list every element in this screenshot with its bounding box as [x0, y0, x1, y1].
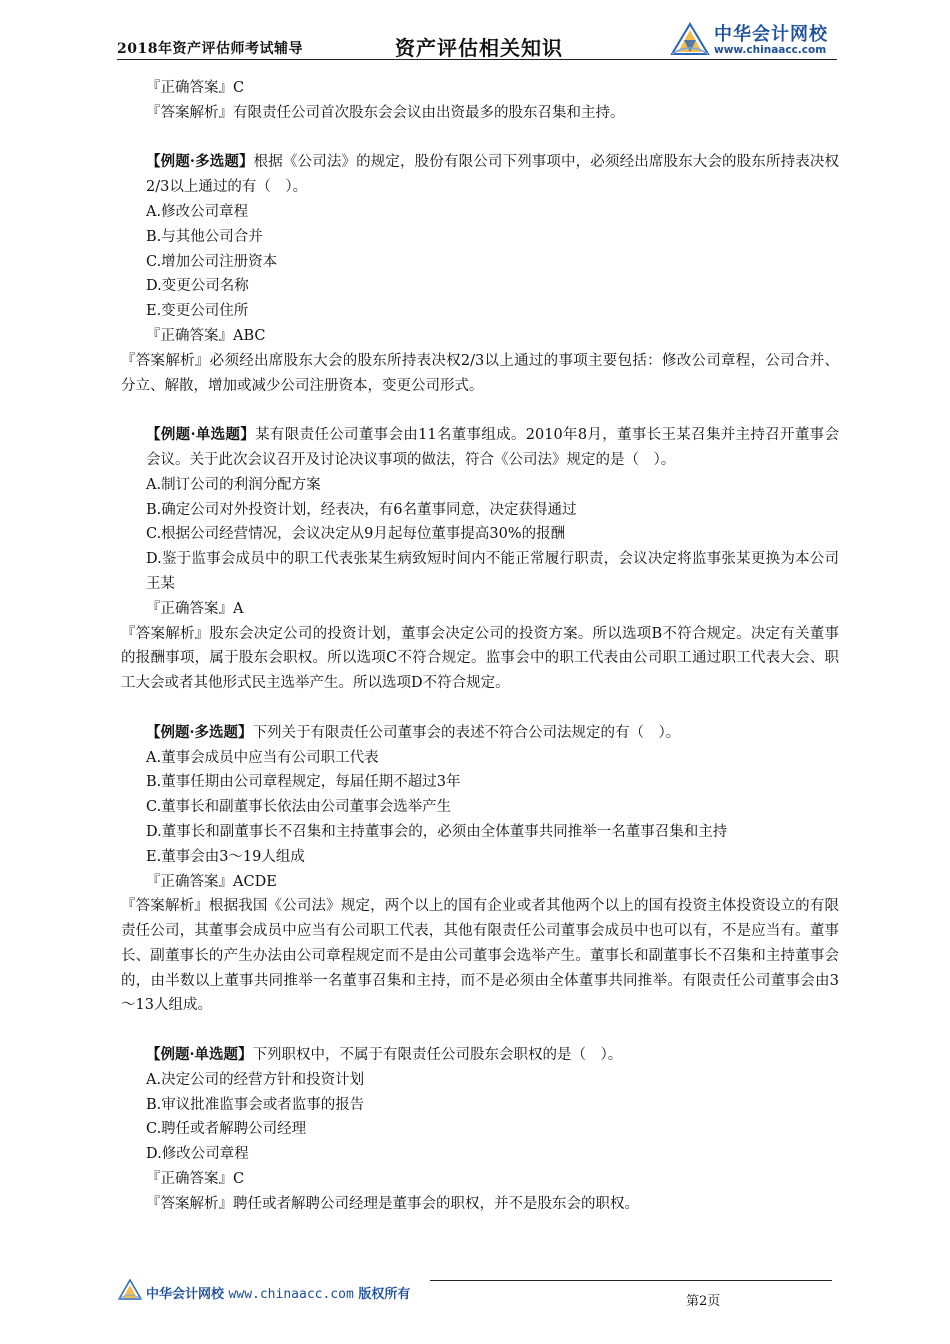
document-body [121, 76, 839, 1241]
question-label: 【例题·单选题】 [146, 1046, 253, 1064]
option-item: C.根据公司经营情况，会议决定从9月起每位董事提高30%的报酬 [146, 526, 566, 543]
header-logo[interactable] [666, 16, 846, 60]
explanation-line: 『答案解析』聘任或者解聘公司经理是董事会的职权，并不是股东会的职权。 [146, 1195, 639, 1212]
option-item: C.董事长和副董事长依法由公司董事会选举产生 [146, 799, 452, 816]
intro-block [121, 76, 839, 126]
footer-brand [146, 1283, 410, 1302]
question-block [121, 423, 839, 696]
question-stem [121, 1043, 839, 1068]
option-item: A.制订公司的利润分配方案 [146, 476, 321, 493]
logo-name: 中华会计网校 [714, 24, 828, 45]
option-item: A.决定公司的经营方针和投资计划 [146, 1071, 365, 1088]
question-text: 下列职权中，不属于有限责任公司股东会职权的是（ ）。 [252, 1047, 623, 1064]
option-item: B.与其他公司合并 [146, 228, 263, 245]
question-block [121, 150, 839, 398]
option-item: D.修改公司章程 [146, 1146, 249, 1163]
question-text: 某有限责任公司董事会由11名董事组成。2010年8月，董事长王某召集并主持召开董事会会议。关于此次会议召开及讨论决议事项的做法，符合《公司法》规定的是（ ）。 [146, 427, 839, 468]
option-item: C.聘任或者解聘公司经理 [146, 1121, 307, 1138]
course-title: 2018年资产评估师考试辅导 [117, 41, 303, 57]
question-text: 下列关于有限责任公司董事会的表述不符合公司法规定的有（ ）。 [252, 724, 681, 741]
question-stem [121, 721, 839, 746]
option-item: A.董事会成员中应当有公司职工代表 [146, 749, 379, 766]
option-item: D.鉴于监事会成员中的职工代表张某生病致短时间内不能正常履行职责，会议决定将监事张某更换为本公司王某 [146, 551, 839, 592]
option-item: C.增加公司注册资本 [146, 253, 278, 270]
question-stem [121, 423, 839, 473]
question-label: 【例题·多选题】 [146, 153, 254, 171]
answer-line: 『正确答案』C [146, 80, 245, 96]
question-label: 【例题·单选题】 [146, 426, 256, 444]
option-item: E.董事会由3～19人组成 [146, 848, 305, 865]
question-label: 【例题·多选题】 [146, 723, 253, 741]
question-block [121, 721, 839, 1019]
question-block [121, 1043, 839, 1217]
option-item: D.变更公司名称 [146, 278, 249, 295]
option-item: E.变更公司住所 [146, 303, 249, 320]
logo-url[interactable]: www.chinaacc.com [714, 44, 827, 56]
answer-line: 『正确答案』ACDE [146, 873, 277, 890]
question-stem [121, 150, 839, 200]
option-item: B.审议批准监事会或者监事的报告 [146, 1096, 365, 1113]
subject-title: 资产评估相关知识 [395, 36, 563, 60]
answer-line: 『正确答案』ABC [146, 327, 266, 344]
footer-url[interactable]: www.chinaacc.com [228, 1287, 354, 1302]
explanation-line: 『答案解析』股东会决定公司的投资计划，董事会决定公司的投资方案。所以选项B不符合规定。决定有关董事的报酬事项，属于股东会职权。所以选项C不符合规定。监事会中的职工代表由公司职工通过职工代表大会、职工大会或者其他形式民主选举产生。所以选项D不符合规定。 [121, 625, 839, 692]
logo-triangle-icon [670, 22, 710, 56]
explanation-line: 『答案解析』根据我国《公司法》规定，两个以上的国有企业或者其他两个以上的国有投资主体投资设立的有限责任公司，其董事会成员中应当有公司职工代表，其他有限责任公司董事会成员中也可以有，不是应当有。董事长、副董事长的产生办法由公司章程规定而不是由公司董事会选举产生。董事长和副董事长不召集和主持董事会的，由半数以上董事共同推举一名董事召集和主持，而不是必须由全体董事共同推举。有限责任公司董事会由3～13人组成。 [121, 898, 839, 1014]
header-divider [117, 59, 837, 60]
option-item: B.董事任期由公司章程规定，每届任期不超过3年 [146, 774, 461, 791]
answer-line: 『正确答案』A [146, 600, 244, 617]
option-item: D.董事长和副董事长不召集和主持董事会的，必须由全体董事共同推举一名董事召集和主持 [146, 823, 728, 840]
footer-logo-icon [118, 1279, 142, 1301]
footer-divider [430, 1280, 832, 1281]
answer-line: 『正确答案』C [146, 1171, 245, 1188]
explanation-line: 『答案解析』有限责任公司首次股东会会议由出资最多的股东召集和主持。 [146, 104, 625, 121]
page-number: 第2页 [686, 1294, 721, 1309]
footer-rights: 版权所有 [358, 1287, 411, 1302]
question-text: 根据《公司法》的规定，股份有限公司下列事项中，必须经出席股东大会的股东所持表决权2/3以上通过的有（ ）。 [146, 154, 839, 196]
option-item: B.确定公司对外投资计划，经表决，有6名董事同意，决定获得通过 [146, 501, 577, 518]
explanation-line: 『答案解析』必须经出席股东大会的股东所持表决权2/3以上通过的事项主要包括：修改公司章程，公司合并、分立、解散，增加或减少公司注册资本，变更公司形式。 [121, 352, 839, 394]
option-item: A.修改公司章程 [146, 203, 249, 220]
footer-brand-name: 中华会计网校 [146, 1287, 225, 1302]
